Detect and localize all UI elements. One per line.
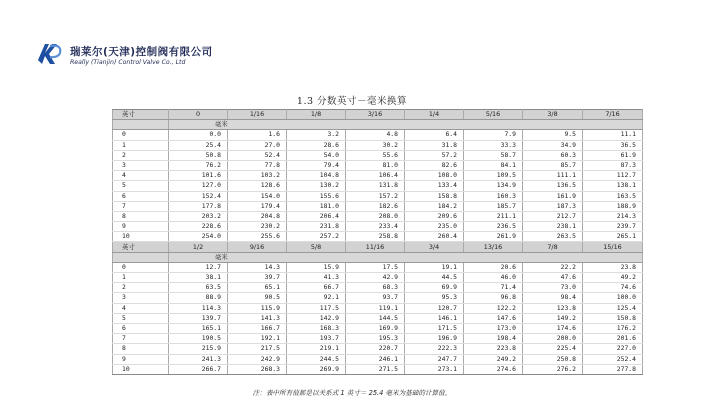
mm-value-cell: 239.7 [583, 222, 643, 232]
table-row [113, 232, 643, 242]
mm-value-cell: 33.3 [464, 140, 523, 150]
mm-value-cell: 119.1 [346, 303, 405, 313]
mm-value-cell: 131.8 [346, 181, 405, 191]
mm-value-cell: 19.1 [405, 262, 464, 272]
mm-value-cell: 90.5 [228, 293, 287, 303]
mm-value-cell: 46.0 [464, 273, 523, 283]
mm-value-cell: 87.3 [583, 160, 643, 170]
mm-value-cell: 195.3 [346, 334, 405, 344]
mm-value-cell: 104.8 [287, 171, 346, 181]
mm-value-cell: 101.6 [169, 171, 228, 181]
table-header-row [113, 242, 643, 252]
mm-value-cell: 114.3 [169, 303, 228, 313]
mm-value-cell: 31.8 [405, 140, 464, 150]
table-row [113, 313, 643, 323]
mm-value-cell: 261.9 [464, 232, 523, 242]
rk-valve-logo-icon [36, 40, 64, 68]
mm-value-cell: 136.5 [523, 181, 583, 191]
mm-value-cell: 204.8 [228, 211, 287, 221]
mm-value-cell: 36.5 [583, 140, 643, 150]
mm-value-cell: 173.0 [464, 323, 523, 333]
mm-value-cell: 109.5 [464, 171, 523, 181]
mm-value-cell: 157.2 [346, 191, 405, 201]
mm-value-cell: 152.4 [169, 191, 228, 201]
mm-value-cell: 38.1 [169, 273, 228, 283]
mm-value-cell: 174.6 [523, 323, 583, 333]
mm-value-cell: 235.0 [405, 222, 464, 232]
mm-value-cell: 22.2 [523, 262, 583, 272]
table-row [113, 283, 643, 293]
mm-value-cell: 81.0 [346, 160, 405, 170]
inch-cell: 4 [113, 171, 169, 181]
inch-cell: 8 [113, 211, 169, 221]
mm-value-cell: 54.0 [287, 150, 346, 160]
mm-value-cell: 44.5 [405, 273, 464, 283]
mm-value-cell: 200.0 [523, 334, 583, 344]
mm-value-cell: 149.2 [523, 313, 583, 323]
mm-value-cell: 277.8 [583, 364, 643, 374]
mm-value-cell: 60.3 [523, 150, 583, 160]
table-row [113, 334, 643, 344]
inch-header-cell: 英寸 [113, 242, 169, 252]
mm-value-cell: 263.5 [523, 232, 583, 242]
mm-value-cell: 193.7 [287, 334, 346, 344]
mm-value-cell: 171.5 [405, 323, 464, 333]
mm-value-cell: 4.8 [346, 130, 405, 140]
table-row [113, 222, 643, 232]
mm-value-cell: 66.7 [287, 283, 346, 293]
mm-value-cell: 255.6 [228, 232, 287, 242]
mm-value-cell: 187.3 [523, 201, 583, 211]
fraction-header-cell: 7/8 [523, 242, 583, 252]
mm-value-cell: 196.9 [405, 334, 464, 344]
inch-cell: 1 [113, 273, 169, 283]
mm-value-cell: 165.1 [169, 323, 228, 333]
inch-cell: 9 [113, 222, 169, 232]
mm-value-cell: 246.1 [346, 354, 405, 364]
mm-value-cell: 39.7 [228, 273, 287, 283]
mm-value-cell: 142.9 [287, 313, 346, 323]
mm-value-cell: 7.9 [464, 130, 523, 140]
mm-value-cell: 252.4 [583, 354, 643, 364]
mm-value-cell: 249.2 [464, 354, 523, 364]
mm-value-cell: 161.9 [523, 191, 583, 201]
mm-value-cell: 122.2 [464, 303, 523, 313]
table-row [113, 354, 643, 364]
mm-value-cell: 69.9 [405, 283, 464, 293]
mm-value-cell: 100.0 [583, 293, 643, 303]
mm-value-cell: 185.7 [464, 201, 523, 211]
fraction-header-cell: 1/16 [228, 110, 287, 120]
mm-value-cell: 257.2 [287, 232, 346, 242]
mm-value-cell: 25.4 [169, 140, 228, 150]
table-row [113, 211, 643, 221]
mm-value-cell: 233.4 [346, 222, 405, 232]
mm-value-cell: 125.4 [583, 303, 643, 313]
mm-value-cell: 27.0 [228, 140, 287, 150]
mm-value-cell: 168.3 [287, 323, 346, 333]
mm-value-cell: 160.3 [464, 191, 523, 201]
inch-cell: 6 [113, 323, 169, 333]
mm-value-cell: 77.8 [228, 160, 287, 170]
mm-value-cell: 133.4 [405, 181, 464, 191]
inch-cell: 2 [113, 150, 169, 160]
inch-cell: 9 [113, 354, 169, 364]
mm-value-cell: 208.0 [346, 211, 405, 221]
mm-value-cell: 68.3 [346, 283, 405, 293]
mm-value-cell: 134.9 [464, 181, 523, 191]
mm-value-cell: 274.6 [464, 364, 523, 374]
mm-value-cell: 217.5 [228, 344, 287, 354]
mm-value-cell: 241.3 [169, 354, 228, 364]
page-title: 1.3 分数英寸－毫米换算 [296, 96, 408, 107]
fraction-header-cell: 1/8 [287, 110, 346, 120]
mm-value-cell: 93.7 [346, 293, 405, 303]
mm-value-cell: 236.5 [464, 222, 523, 232]
company-header [36, 38, 236, 72]
table-row [113, 191, 643, 201]
unit-row-spacer [113, 120, 169, 130]
inch-cell: 10 [113, 364, 169, 374]
inch-cell: 7 [113, 201, 169, 211]
mm-value-cell: 163.5 [583, 191, 643, 201]
inch-cell: 3 [113, 293, 169, 303]
mm-value-cell: 108.0 [405, 171, 464, 181]
fraction-header-cell: 0 [169, 110, 228, 120]
table-row [113, 201, 643, 211]
mm-value-cell: 52.4 [228, 150, 287, 160]
mm-value-cell: 177.8 [169, 201, 228, 211]
mm-value-cell: 258.8 [346, 232, 405, 242]
mm-value-cell: 130.2 [287, 181, 346, 191]
mm-value-cell: 98.4 [523, 293, 583, 303]
table-footnote: 注：表中所有值都是以关系式 1 英寸＝ 25.4 毫米为基础的计算值。 [252, 389, 452, 397]
mm-value-cell: 15.9 [287, 262, 346, 272]
mm-value-cell: 182.6 [346, 201, 405, 211]
mm-value-cell: 1.6 [228, 130, 287, 140]
mm-value-cell: 250.8 [523, 354, 583, 364]
company-name-en: Really (Tianjin) Control Valve Co., Ltd [70, 59, 186, 66]
mm-value-cell: 82.6 [405, 160, 464, 170]
mm-value-cell: 85.7 [523, 160, 583, 170]
mm-value-cell: 201.6 [583, 334, 643, 344]
mm-value-cell: 179.4 [228, 201, 287, 211]
mm-value-cell: 230.2 [228, 222, 287, 232]
mm-value-cell: 30.2 [346, 140, 405, 150]
mm-value-cell: 176.2 [583, 323, 643, 333]
fraction-header-cell: 1/4 [405, 110, 464, 120]
mm-value-cell: 65.1 [228, 283, 287, 293]
fraction-header-cell: 7/16 [583, 110, 643, 120]
mm-value-cell: 84.1 [464, 160, 523, 170]
fraction-header-cell: 15/16 [583, 242, 643, 252]
mm-value-cell: 198.4 [464, 334, 523, 344]
mm-value-cell: 6.4 [405, 130, 464, 140]
mm-value-cell: 47.6 [523, 273, 583, 283]
mm-value-cell: 254.0 [169, 232, 228, 242]
mm-value-cell: 9.5 [523, 130, 583, 140]
mm-value-cell: 34.9 [523, 140, 583, 150]
mm-value-cell: 192.1 [228, 334, 287, 344]
mm-value-cell: 223.8 [464, 344, 523, 354]
mm-value-cell: 55.6 [346, 150, 405, 160]
inch-cell: 3 [113, 160, 169, 170]
inch-cell: 8 [113, 344, 169, 354]
inch-cell: 7 [113, 334, 169, 344]
mm-value-cell: 209.6 [405, 211, 464, 221]
mm-value-cell: 0.0 [169, 130, 228, 140]
mm-value-cell: 88.9 [169, 293, 228, 303]
mm-value-cell: 50.8 [169, 150, 228, 160]
mm-value-cell: 212.7 [523, 211, 583, 221]
fraction-header-cell: 3/16 [346, 110, 405, 120]
inch-cell: 5 [113, 313, 169, 323]
mm-value-cell: 141.3 [228, 313, 287, 323]
mm-value-cell: 225.4 [523, 344, 583, 354]
mm-value-cell: 92.1 [287, 293, 346, 303]
mm-value-cell: 17.5 [346, 262, 405, 272]
mm-value-cell: 203.2 [169, 211, 228, 221]
fraction-header-cell: 3/8 [523, 110, 583, 120]
mm-value-cell: 242.9 [228, 354, 287, 364]
mm-value-cell: 28.6 [287, 140, 346, 150]
table-row [113, 160, 643, 170]
mm-value-cell: 147.6 [464, 313, 523, 323]
table-row [113, 130, 643, 140]
mm-value-cell: 206.4 [287, 211, 346, 221]
mm-value-cell: 231.8 [287, 222, 346, 232]
inch-cell: 10 [113, 232, 169, 242]
table-row [113, 364, 643, 374]
table-row [113, 171, 643, 181]
mm-value-cell: 138.1 [583, 181, 643, 191]
mm-value-cell: 112.7 [583, 171, 643, 181]
mm-value-cell: 214.3 [583, 211, 643, 221]
table-row [113, 181, 643, 191]
mm-value-cell: 12.7 [169, 262, 228, 272]
mm-value-cell: 14.3 [228, 262, 287, 272]
inch-cell: 5 [113, 181, 169, 191]
mm-value-cell: 146.1 [405, 313, 464, 323]
table-row [113, 293, 643, 303]
mm-value-cell: 139.7 [169, 313, 228, 323]
mm-value-cell: 120.7 [405, 303, 464, 313]
mm-value-cell: 188.9 [583, 201, 643, 211]
mm-value-cell: 103.2 [228, 171, 287, 181]
mm-value-cell: 71.4 [464, 283, 523, 293]
table-row [113, 344, 643, 354]
mm-value-cell: 74.6 [583, 283, 643, 293]
fraction-header-cell: 5/8 [287, 242, 346, 252]
mm-value-cell: 184.2 [405, 201, 464, 211]
fraction-header-cell: 1/2 [169, 242, 228, 252]
table-row [113, 273, 643, 283]
mm-value-cell: 128.6 [228, 181, 287, 191]
table-row [113, 140, 643, 150]
mm-value-cell: 11.1 [583, 130, 643, 140]
mm-value-cell: 158.8 [405, 191, 464, 201]
mm-value-cell: 273.1 [405, 364, 464, 374]
company-name-cn: 瑞莱尔(天津)控制阀有限公司 [70, 46, 213, 58]
mm-value-cell: 260.4 [405, 232, 464, 242]
mm-value-cell: 228.6 [169, 222, 228, 232]
table-row [113, 150, 643, 160]
conversion-table [112, 109, 643, 375]
fraction-header-cell: 9/16 [228, 242, 287, 252]
mm-value-cell: 117.5 [287, 303, 346, 313]
mm-value-cell: 215.9 [169, 344, 228, 354]
mm-value-cell: 58.7 [464, 150, 523, 160]
mm-value-cell: 219.1 [287, 344, 346, 354]
inch-cell: 1 [113, 140, 169, 150]
mm-value-cell: 123.8 [523, 303, 583, 313]
mm-value-cell: 222.3 [405, 344, 464, 354]
inch-header-cell: 英寸 [113, 110, 169, 120]
conversion-table-body [113, 110, 643, 375]
table-row [113, 303, 643, 313]
mm-value-cell: 268.3 [228, 364, 287, 374]
mm-value-cell: 57.2 [405, 150, 464, 160]
unit-label-cell: 毫米 [169, 120, 643, 130]
mm-value-cell: 265.1 [583, 232, 643, 242]
mm-value-cell: 150.8 [583, 313, 643, 323]
inch-cell: 2 [113, 283, 169, 293]
mm-value-cell: 266.7 [169, 364, 228, 374]
table-row [113, 323, 643, 333]
mm-value-cell: 220.7 [346, 344, 405, 354]
mm-value-cell: 227.0 [583, 344, 643, 354]
unit-label-cell: 毫米 [169, 252, 643, 262]
inch-cell: 0 [113, 130, 169, 140]
mm-value-cell: 269.9 [287, 364, 346, 374]
mm-value-cell: 76.2 [169, 160, 228, 170]
mm-value-cell: 127.0 [169, 181, 228, 191]
mm-value-cell: 79.4 [287, 160, 346, 170]
mm-value-cell: 23.8 [583, 262, 643, 272]
inch-cell: 4 [113, 303, 169, 313]
fraction-header-cell: 3/4 [405, 242, 464, 252]
mm-value-cell: 190.5 [169, 334, 228, 344]
mm-value-cell: 115.9 [228, 303, 287, 313]
fraction-header-cell: 11/16 [346, 242, 405, 252]
mm-value-cell: 95.3 [405, 293, 464, 303]
unit-row [113, 252, 643, 262]
mm-value-cell: 211.1 [464, 211, 523, 221]
mm-value-cell: 244.5 [287, 354, 346, 364]
mm-value-cell: 154.0 [228, 191, 287, 201]
mm-value-cell: 111.1 [523, 171, 583, 181]
mm-value-cell: 63.5 [169, 283, 228, 293]
mm-value-cell: 96.8 [464, 293, 523, 303]
unit-row [113, 120, 643, 130]
mm-value-cell: 166.7 [228, 323, 287, 333]
fraction-header-cell: 5/16 [464, 110, 523, 120]
unit-row-spacer [113, 252, 169, 262]
inch-cell: 0 [113, 262, 169, 272]
mm-value-cell: 61.9 [583, 150, 643, 160]
table-header-row [113, 110, 643, 120]
mm-value-cell: 271.5 [346, 364, 405, 374]
mm-value-cell: 238.1 [523, 222, 583, 232]
mm-value-cell: 169.9 [346, 323, 405, 333]
mm-value-cell: 41.3 [287, 273, 346, 283]
mm-value-cell: 20.6 [464, 262, 523, 272]
table-row [113, 262, 643, 272]
mm-value-cell: 247.7 [405, 354, 464, 364]
mm-value-cell: 49.2 [583, 273, 643, 283]
mm-value-cell: 276.2 [523, 364, 583, 374]
mm-value-cell: 155.6 [287, 191, 346, 201]
mm-value-cell: 144.5 [346, 313, 405, 323]
fraction-header-cell: 13/16 [464, 242, 523, 252]
mm-value-cell: 42.9 [346, 273, 405, 283]
mm-value-cell: 181.0 [287, 201, 346, 211]
mm-value-cell: 73.0 [523, 283, 583, 293]
mm-value-cell: 3.2 [287, 130, 346, 140]
inch-cell: 6 [113, 191, 169, 201]
mm-value-cell: 106.4 [346, 171, 405, 181]
